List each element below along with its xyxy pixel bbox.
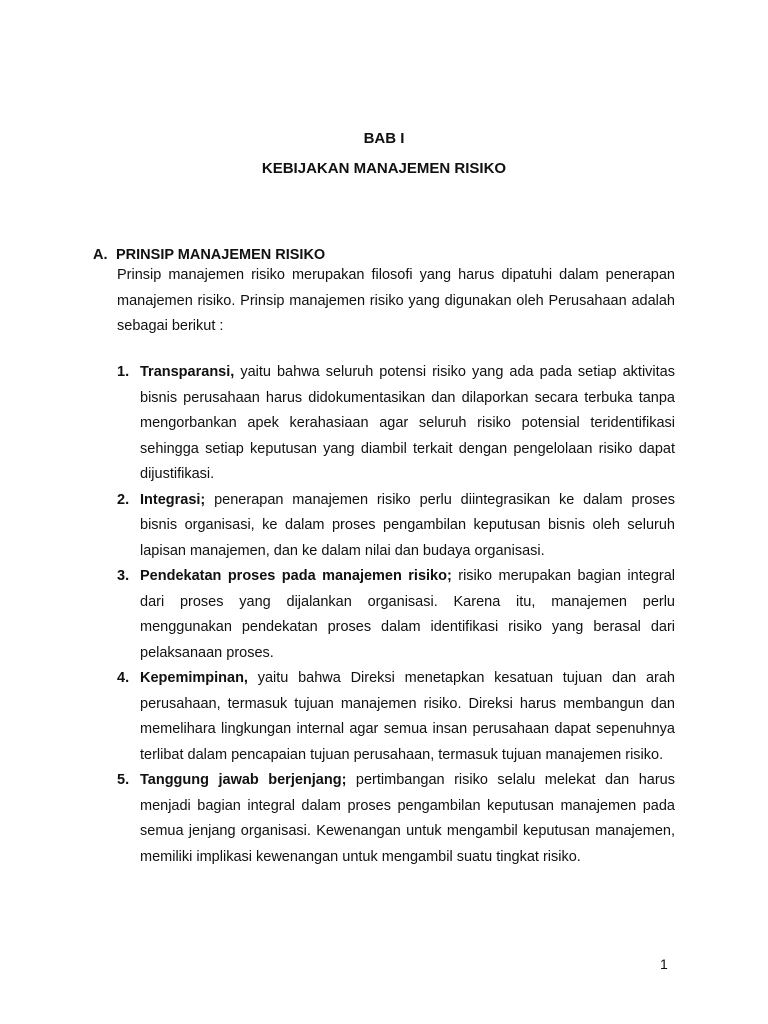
chapter-title: KEBIJAKAN MANAJEMEN RISIKO (261, 160, 507, 177)
list-item-transparansi (117, 360, 675, 488)
list-item-tanggung-jawab (117, 768, 675, 870)
section-letter: A. (93, 247, 108, 263)
section-intro-paragraph: Prinsip manajemen risiko merupakan filosofi yang harus dipatuhi dalam penerapan manajemen risiko. Prinsip manajemen risiko yang digunakan oleh Perusahaan adalah sebagai berikut : (117, 267, 675, 334)
list-item-kepemimpinan (117, 666, 675, 768)
section-heading (93, 246, 325, 264)
page-number: 1 (660, 956, 668, 972)
list-item-term: Integrasi; (140, 491, 206, 508)
list-item-number: 2. (117, 491, 130, 508)
list-item-number: 4. (117, 670, 130, 686)
list-item-term: Kepemimpinan, (140, 670, 248, 686)
chapter-number: BAB I (363, 130, 405, 147)
list-item-term: Tanggung jawab berjenjang; (140, 772, 347, 788)
section-title: PRINSIP MANAJEMEN RISIKO (116, 247, 326, 263)
list-item-text: yaitu bahwa seluruh potensi risiko yang ada pada setiap aktivitas bisnis perusahaan harus didokumentasikan dan dilaporkan secara terbuka tanpa mengorbankan apek kerahasiaan agar seluruh risiko potensial teridentifikasi sehingga setiap keputusan yang diambil terkait dengan pengelolaan risiko dapat dijustifikasi. (140, 364, 675, 482)
list-item-text: pertimbangan risiko selalu melekat dan harus menjadi bagian integral dalam proses pengambilan keputusan manajemen pada semua jenjang organisasi. Kewenangan untuk mengambil keputusan manajemen, memiliki implikasi kewenangan untuk mengambil suatu tingkat risiko. (140, 772, 675, 865)
list-item-text: penerapan manajemen risiko perlu diintegrasikan ke dalam proses bisnis organisasi, ke dalam proses pengambilan keputusan bisnis oleh seluruh lapisan manajemen, dan ke dalam nilai dan budaya organisasi. (140, 491, 675, 559)
list-item-number: 1. (117, 364, 130, 380)
list-item-number: 3. (117, 568, 130, 584)
list-item-number: 5. (117, 772, 130, 788)
list-item-pendekatan-proses (117, 564, 675, 666)
list-item-text: risiko merupakan bagian integral dari proses yang dijalankan organisasi. Karena itu, manajemen perlu menggunakan pendekatan proses dalam identifikasi risiko yang berasal dari pelaksanaan proses. (140, 568, 675, 661)
list-item-term: Transparansi, (140, 364, 235, 380)
principles-list (117, 360, 675, 870)
list-item-integrasi (117, 488, 675, 565)
list-item-term: Pendekatan proses pada manajemen risiko; (140, 568, 452, 584)
list-item-text: yaitu bahwa Direksi menetapkan kesatuan tujuan dan arah perusahaan, termasuk tujuan manajemen risiko. Direksi harus membangun dan memelihara lingkungan internal agar semua insan perusahaan dapat sepenuhnya terlibat dalam pencapaian tujuan perusahaan, termasuk tujuan manajemen risiko. (140, 670, 675, 763)
